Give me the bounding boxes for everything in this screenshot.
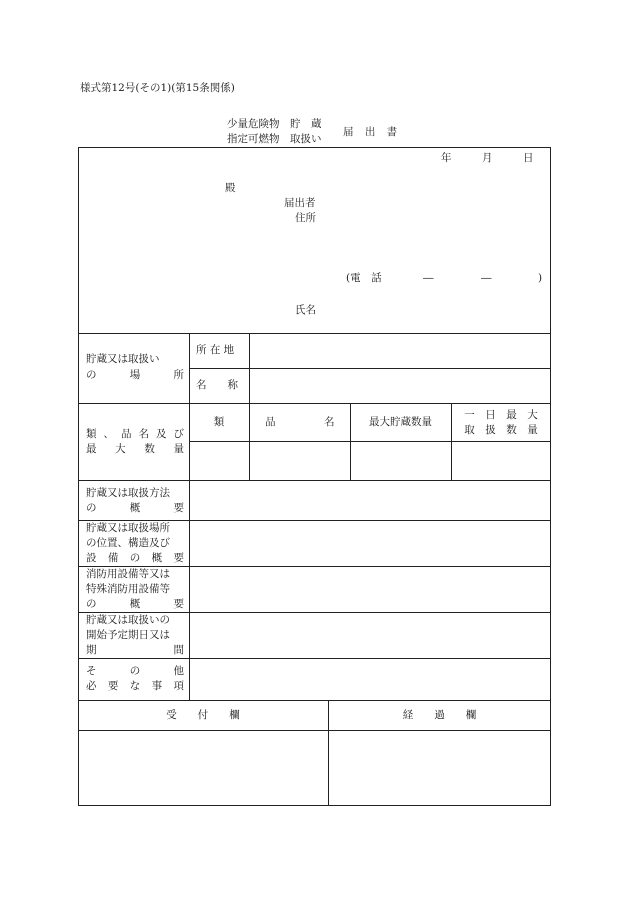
phone-open: (電 話 <box>346 272 382 284</box>
period-label-line-1: 貯蔵又は取扱いの <box>86 614 170 626</box>
fire-equipment-label-line-1: 消防用設備等又は <box>86 568 170 580</box>
facility-label-line-3: 設 備 の 概 要 <box>86 552 184 564</box>
column-header-item-2: 名 <box>324 416 335 428</box>
rule-applicant-bottom <box>78 333 551 334</box>
rule-quantity-mid <box>189 441 551 442</box>
rule-location-bottom <box>78 403 551 404</box>
quantity-label-line-1: 類 、 品 名 及 び <box>86 428 184 440</box>
location-name-label: 名 称 <box>196 379 238 391</box>
phone-dash-2: ― <box>481 272 492 284</box>
title-line-2: 指定可燃物 取扱い <box>227 133 322 145</box>
other-label-line-2: 必 要 な 事 項 <box>86 680 184 692</box>
facility-label-line-2: の位置、構造及び <box>86 537 170 549</box>
rule-sub-label-column <box>249 333 250 480</box>
title-suffix: 届 出 書 <box>343 126 398 138</box>
fire-equipment-label-line-2: 特殊消防用設備等 <box>86 583 170 595</box>
rule-quantity-bottom <box>78 480 551 481</box>
date-year-label: 年 <box>441 152 452 164</box>
date-month-label: 月 <box>482 152 493 164</box>
fire-equipment-label-line-3: の 概 要 <box>86 598 184 610</box>
phone-close: ) <box>538 272 543 284</box>
period-label-line-2: 開始予定期日又は <box>86 629 170 641</box>
period-label-line-3: 期 間 <box>86 644 184 656</box>
rule-period-bottom <box>78 658 551 659</box>
address-label: 住所 <box>295 212 316 224</box>
rule-label-column <box>189 333 190 700</box>
reception-column-label: 受 付 欄 <box>166 709 240 721</box>
rule-footer-header-bottom <box>78 730 551 731</box>
rule-location-mid <box>189 368 551 369</box>
rule-other-bottom <box>78 700 551 701</box>
column-header-item-1: 品 <box>265 416 276 428</box>
date-day-label: 日 <box>523 152 534 164</box>
other-label-line-1: そ の 他 <box>86 665 184 677</box>
location-address-label: 所 在 地 <box>196 344 235 356</box>
name-label: 氏名 <box>295 304 316 316</box>
column-header-daily-max-line-2: 取 扱 数 量 <box>464 424 538 436</box>
column-header-daily-max-line-1: 一 日 最 大 <box>464 409 538 421</box>
column-header-type: 類 <box>213 416 225 428</box>
method-label-line-1: 貯蔵又は取扱方法 <box>86 487 170 499</box>
facility-label-line-1: 貯蔵又は取扱場所 <box>86 522 170 534</box>
form-number: 様式第12号(その1)(第15条関係) <box>80 82 235 94</box>
method-label-line-2: の 概 要 <box>86 502 184 514</box>
phone-dash-1: ― <box>423 272 434 284</box>
addressee-suffix: 殿 <box>225 182 236 194</box>
column-header-max-storage: 最大貯蔵数量 <box>369 416 432 428</box>
submitter-label: 届出者 <box>284 197 316 209</box>
location-label-line-2: の 場 所 <box>86 369 184 381</box>
title-line-1: 少量危険物 貯 蔵 <box>227 118 322 130</box>
progress-column-label: 経 過 欄 <box>402 709 477 721</box>
quantity-label-line-2: 最 大 数 量 <box>86 443 184 455</box>
location-label-line-1: 貯蔵又は取扱い <box>86 353 160 365</box>
